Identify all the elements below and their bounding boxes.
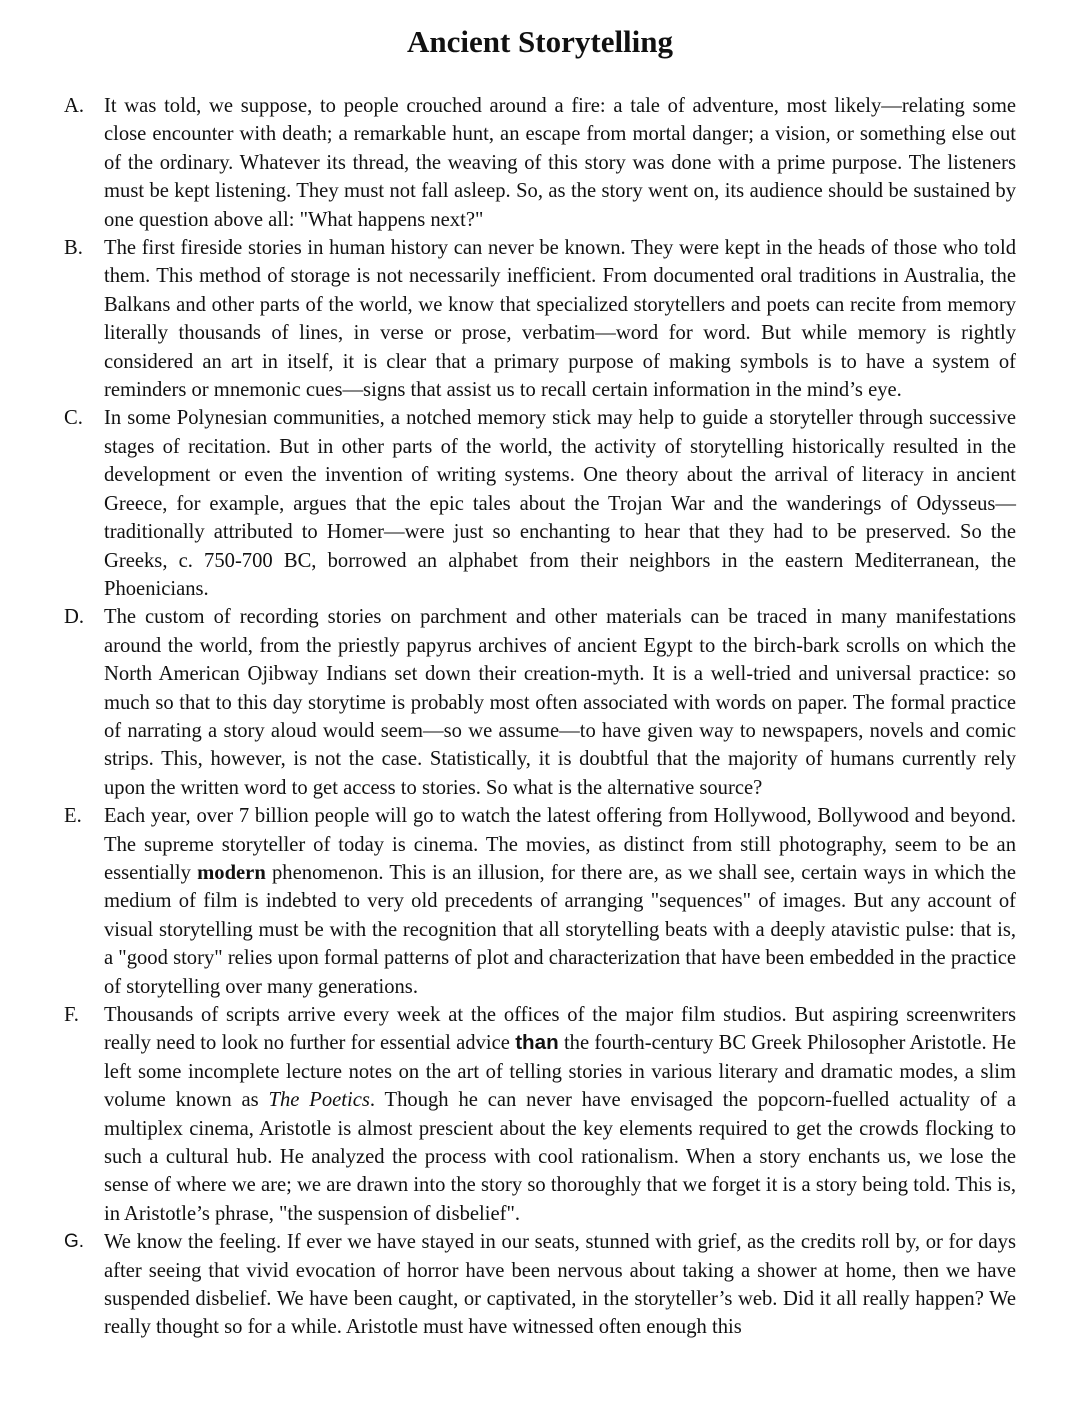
- text-segment: It was told, we suppose, to people crouched around a fire: a tale of adventure, most likely—relating some close encounter with death; a remarkable hunt, an escape from mortal danger; a vision, or something else out of the ordinary. Whatever its thread, the weaving of this story was done with a prime purpose. The listeners must be kept listening. They must not fall asleep. So, as the story went on, its audience should be sustained by one question above all: "What happens next?": [104, 95, 1016, 231]
- bold-word: modern: [197, 861, 266, 884]
- paragraph-list: [64, 92, 1016, 1342]
- paragraph-text: [104, 802, 1016, 1001]
- paragraph-text: [104, 92, 1016, 234]
- paragraph-e: [64, 802, 1016, 1001]
- text-segment: . Though he can never have envisaged the popcorn-fuelled actuality of a multiplex cinema, Aristotle is almost prescient about the key elements required to get the crowds flocking to such a cultural hub. He analyzed the process with cool rationalism. When a story enchants us, we lose the sense of where we are; we are drawn into the story so thoroughly that we forget it is a story being told. This is, in Aristotle’s phrase, "the suspension of disbelief".: [104, 1089, 1016, 1225]
- paragraph-letter: D.: [64, 606, 85, 629]
- text-segment: Each year, over 7 billion people will go to watch the latest offering from Hollywood, Bollywood and beyond. The supreme storyteller of today is cinema. The movies, as distinct from still photography, seem to be an essentially: [104, 805, 1016, 884]
- text-segment: In some Polynesian communities, a notched memory stick may help to guide a storyteller through successive stages of recitation. But in other parts of the world, the activity of storytelling historically resulted in the development or even the invention of writing systems. One theory about the arrival of literacy in ancient Greece, for example, argues that the epic tales about the Trojan War and the wanderings of Odysseus—traditionally attributed to Homer—were just so enchanting to hear that they had to be preserved. So the Greeks, c. 750-700 BC, borrowed an alphabet from their neighbors in the eastern Mediterranean, the Phoenicians.: [104, 407, 1016, 600]
- paragraph-c: [64, 404, 1016, 603]
- paragraph-letter: F.: [64, 1004, 79, 1026]
- paragraph-letter: E.: [64, 805, 82, 828]
- document-title: Ancient Storytelling: [406, 24, 674, 59]
- text-segment: phenomenon. This is an illusion, for there are, as we shall see, certain ways in which the medium of film is indebted to very old precedents of arranging "sequences" of images. But any account of visual storytelling must be with the recognition that all storytelling beats with a deeply atavistic pulse: that is, a "good story" relies upon formal patterns of plot and characterization that have been embedded in the practice of storytelling over many generations.: [104, 861, 1016, 998]
- paragraph-letter: G.: [64, 1231, 85, 1253]
- paragraph-text: [104, 404, 1016, 603]
- paragraph-letter: C.: [64, 407, 83, 430]
- paragraph-g: [64, 1228, 1016, 1342]
- text-segment: Thousands of scripts arrive every week at the offices of the major film studios. But aspiring screenwriters really need to look no further for essential advice: [104, 1004, 1016, 1055]
- text-segment: The first fireside stories in human history can never be known. They were kept in the heads of those who told them. This method of storage is not necessarily inefficient. From documented oral traditions in Australia, the Balkans and other parts of the world, we know that specialized storytellers and poets can recite from memory literally thousands of lines, in verse or prose, verbatim—word for word. But while memory is rightly considered an art in itself, it is clear that a primary purpose of making symbols is to have a system of reminders or mnemonic cues—signs that assist us to recall certain information in the mind’s eye.: [104, 237, 1016, 402]
- paragraph-f: [64, 1001, 1016, 1228]
- paragraph-b: [64, 234, 1016, 404]
- italic-title: The Poetics: [268, 1089, 370, 1112]
- text-segment: The custom of recording stories on parchment and other materials can be traced in many manifestations around the world, from the priestly papyrus archives of ancient Egypt to the birch-bark scrolls on which the North American Ojibway Indians set down their creation-myth. It is a well-tried and universal practice: so much so that to this day storytime is probably most often associated with words on paper. The formal practice of narrating a story aloud would seem—so we assume—to have given way to newspapers, novels and comic strips. This, however, is not the case. Statistically, it is doubtful that the majority of humans currently rely upon the written word to get access to stories. So what is the alternative source?: [104, 606, 1016, 799]
- paragraph-letter: B.: [64, 237, 83, 260]
- paragraph-text: [104, 234, 1016, 404]
- paragraph-a: [64, 92, 1016, 234]
- text-segment: the fourth-century BC Greek Philosopher Aristotle. He left some incomplete lecture notes on the art of telling stories in various literary and dramatic modes, a slim volume known as: [104, 1032, 1016, 1112]
- bold-word: than: [515, 1031, 559, 1055]
- paragraph-text: [104, 603, 1016, 802]
- paragraph-text: [104, 1001, 1016, 1228]
- text-segment: We know the feeling. If ever we have stayed in our seats, stunned with grief, as the credits roll by, or for days after seeing that vivid evocation of horror have been nervous about taking a shower at home, then we have suspended disbelief. We have been caught, or captivated, in the storyteller’s web. Did it all really happen? We really thought so for a while. Aristotle must have witnessed often enough this: [104, 1231, 1016, 1339]
- paragraph-letter: A.: [64, 95, 85, 117]
- paragraph-text: [104, 1228, 1016, 1342]
- paragraph-d: [64, 603, 1016, 802]
